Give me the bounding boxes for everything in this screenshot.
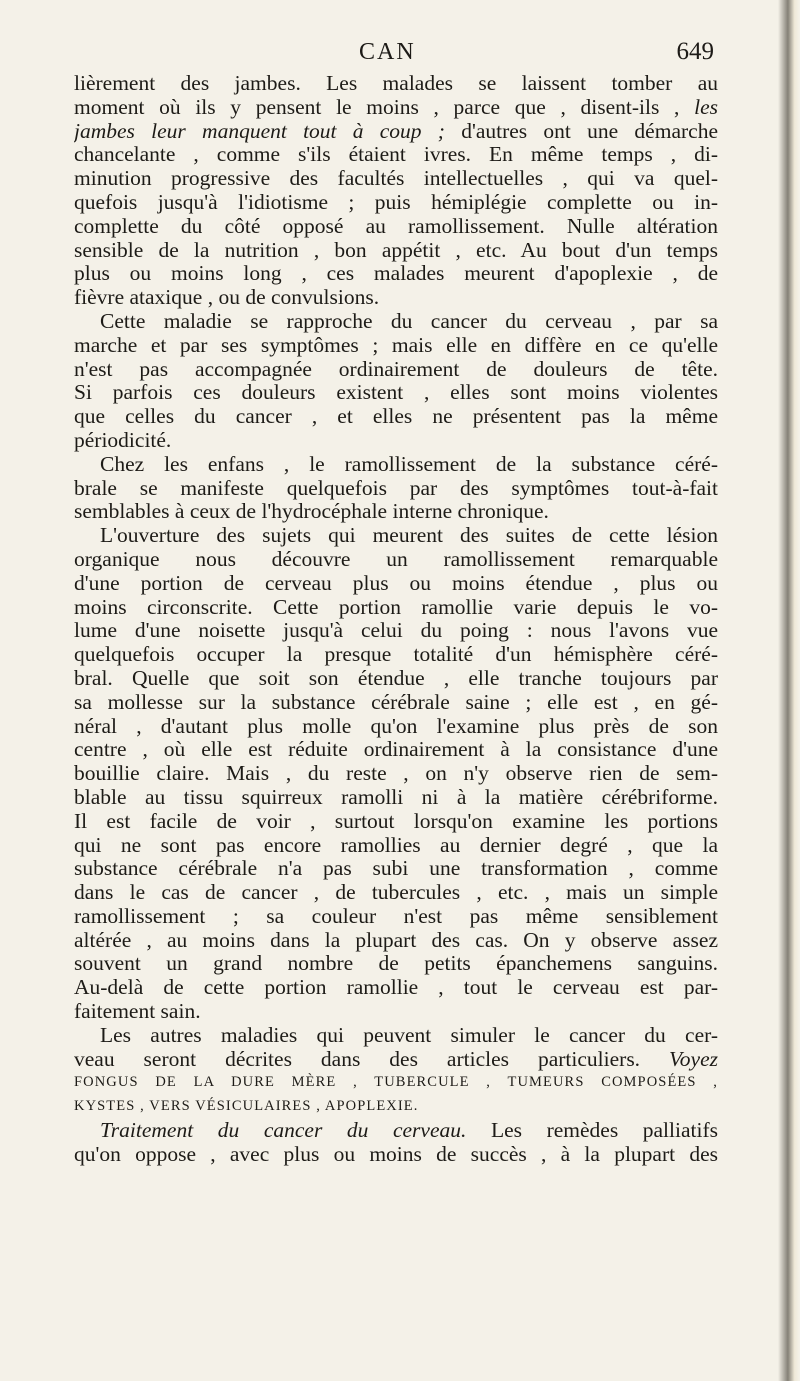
text-line: que celles du cancer , et elles ne présentent pas la même [74,405,718,429]
text-line: moins circonscrite. Cette portion ramollie varie depuis le vo- [74,595,718,619]
text-line: complette du côté opposé au ramollissement. Nulle altération [74,214,718,238]
text-line: quefois jusqu'à l'idiotisme ; puis hémiplégie complette ou in- [74,190,718,214]
paragraph-start: Cette maladie se rapproche du cancer du cerveau , par sa [100,309,718,333]
text-line: qui ne sont pas encore ramollies au dernier degré , que la [74,833,718,857]
paragraph-start: Les autres maladies qui peuvent simuler le cancer du cer- [100,1023,718,1047]
text-line: Au-delà de cette portion ramollie , tout le cerveau est par- [74,976,718,1000]
text-line: n'est pas accompagnée ordinairement de douleurs de tête. [74,357,718,381]
text-line: centre , où elle est réduite ordinairement à la consistance d'une [74,738,718,762]
text-line: qu'on oppose , avec plus ou moins de succès , à la plupart des [74,1142,718,1166]
text-line: brale se manifeste quelquefois par des symptômes tout-à-fait [74,476,718,500]
italic-text: jambes leur manquent tout à coup ; [74,119,445,143]
section-heading: Traitement du cancer du cerveau. [100,1119,467,1143]
text-line: faitement sain. [74,1000,201,1024]
paragraph-start: L'ouverture des sujets qui meurent des suites de cette lésion [100,524,718,548]
text-line: dans le cas de cancer , de tubercules , etc. , mais un simple [74,881,718,905]
text-line: substance cérébrale n'a pas subi une transformation , comme [74,857,718,881]
text-line: souvent un grand nombre de petits épanchemens sanguins. [74,952,718,976]
text-line: blable au tissu squirreux ramolli ni à la matière cérébriforme. [74,785,718,809]
page-number: 649 [676,38,714,65]
text-line: lume d'une noisette jusqu'à celui du poing : nous l'avons vue [74,619,718,643]
text-line: altérée , au moins dans la plupart des cas. On y observe assez [74,928,718,952]
text-line: ramollissement ; sa couleur n'est pas même sensiblement [74,904,718,928]
text-line: organique nous découvre un ramollissement remarquable [74,547,718,571]
text-line: lièrement des jambes. Les malades se laissent tomber au [74,72,718,95]
text-line: chancelante , comme s'ils étaient ivres. En même temps , di- [74,143,718,167]
text-line: néral , d'autant plus molle qu'on l'examine plus près de son [74,714,718,738]
italic-text: les [694,95,718,119]
text-line: moment où ils y pensent le moins , parce que , disent-ils , les [74,95,718,119]
text-line: semblables à ceux de l'hydrocéphale interne chronique. [74,500,549,524]
text-line: marche et par ses symptômes ; mais elle en diffère en ce qu'elle [74,333,718,357]
text-line: fièvre ataxique , ou de convulsions. [74,286,380,310]
text-line: Il est facile de voir , surtout lorsqu'on examine les portions [74,809,718,833]
page-gutter-shadow [778,0,800,1381]
body-text [74,72,718,1167]
text-line: sensible de la nutrition , bon appétit , etc. Au bout d'un temps [74,238,718,262]
text-line: Si parfois ces douleurs existent , elles sont moins violentes [74,381,718,405]
running-title: CAN [359,39,416,65]
text-line: quelquefois occuper la presque totalité d'un hémisphère céré- [74,643,718,667]
text-line: veau seront décrites dans des articles particuliers. Voyez [74,1047,718,1071]
text-line: périodicité. [74,428,172,452]
cross-reference-list: FONGUS DE LA DURE MÈRE , TUBERCULE , TUMEURS COMPOSÉES , [74,1074,718,1091]
text-line: minution progressive des facultés intellectuelles , qui va quel- [74,167,718,191]
paragraph-start: Chez les enfans , le ramollissement de la substance céré- [100,452,718,476]
running-head [74,36,714,70]
text-line: plus ou moins long , ces malades meurent d'apoplexie , de [74,262,718,286]
cross-reference-list: KYSTES , VERS VÉSICULAIRES , APOPLEXIE. [74,1098,419,1115]
text-line: bouillie claire. Mais , du reste , on n'y observe rien de sem- [74,762,718,786]
text-line: d'une portion de cerveau plus ou moins étendue , plus ou [74,571,718,595]
text-line: sa mollesse sur la substance cérébrale saine ; elle est , en gé- [74,690,718,714]
section-heading-line: Traitement du cancer du cerveau. Les remèdes palliatifs [100,1119,718,1143]
text-line: jambes leur manquent tout à coup ; d'autres ont une démarche [74,119,718,143]
text-line: bral. Quelle que soit son étendue , elle tranche toujours par [74,666,718,690]
italic-text: Voyez [669,1047,718,1071]
